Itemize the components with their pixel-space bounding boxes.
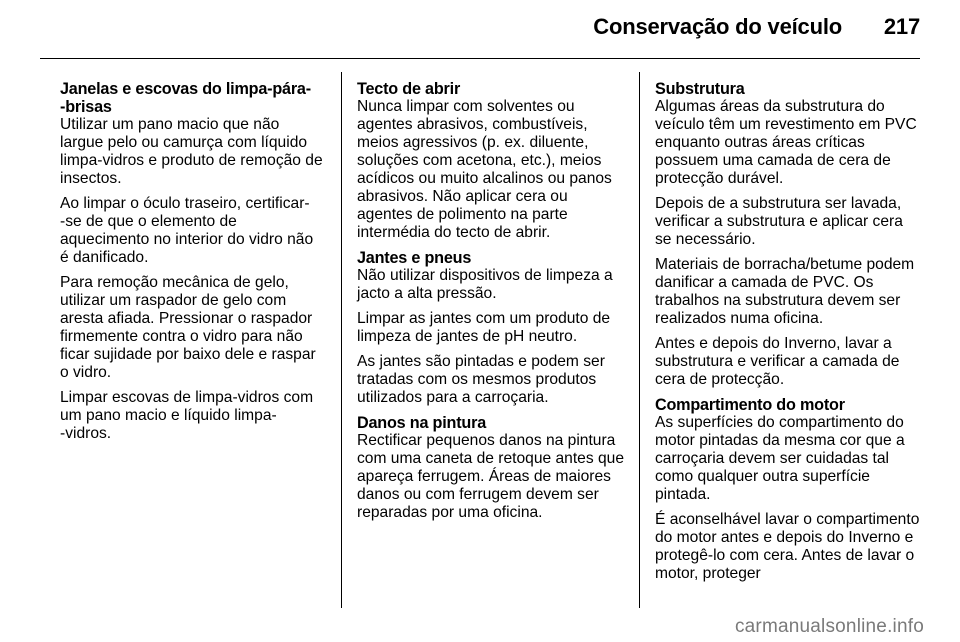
paragraph: Nunca limpar com solventes ou agentes abrasivos, combustíveis, meios agressivos (p. ex. diluente, soluções com acetona, etc.), meios acídicos ou muito alcalinos ou panos abrasivos. Não aplicar cera ou agentes de polimento na parte intermédia do tecto de abrir. (357, 98, 612, 241)
section-windows-wipers (60, 80, 326, 443)
section-sunroof (357, 80, 625, 242)
paragraph: Rectificar pequenos danos na pintura com uma caneta de retoque antes que apareça ferrugem. Áreas de maiores danos ou com ferrugem devem ser reparadas por uma oficina. (357, 432, 625, 521)
section-underbody (655, 80, 923, 389)
paragraph: As jantes são pintadas e podem ser tratadas com os mesmos produtos utilizados para a carroçaria. (357, 353, 605, 406)
page-header (593, 14, 920, 40)
section-heading: Compartimento do motor (655, 396, 845, 414)
paragraph: Antes e depois do Inverno, lavar a substrutura e verificar a camada de cera de protecção. (655, 335, 900, 388)
section-paint-damage (357, 414, 625, 522)
text-column-2 (357, 80, 625, 608)
paragraph: É aconselhável lavar o compartimento do motor antes e depois do Inverno e protegê-lo com cera. Antes de lavar o motor, proteger (655, 511, 920, 582)
section-heading: Danos na pintura (357, 414, 487, 432)
header-rule (40, 58, 920, 59)
paragraph: Limpar as jantes com um produto de limpeza de jantes de pH neutro. (357, 310, 611, 345)
paragraph: Para remoção mecânica de gelo, utilizar um raspador de gelo com aresta afiada. Pressionar o raspador firmemente contra o vidro para não ficar sujidade por baixo dele e raspar o vidro. (60, 274, 316, 381)
paragraph: Não utilizar dispositivos de limpeza a jacto a alta pressão. (357, 267, 613, 302)
section-heading: Jantes e pneus (357, 249, 472, 267)
paragraph: As superfícies do compartimento do motor pintadas da mesma cor que a carroçaria devem ser cuidadas tal como qualquer outra superfície pintada. (655, 414, 905, 503)
page-title: Conservação do veículo (593, 14, 842, 39)
column-separator (639, 72, 640, 608)
paragraph: Materiais de borracha/betume podem danificar a camada de PVC. Os trabalhos na substrutura devem ser realizados numa oficina. (655, 256, 915, 327)
watermark-text: carmanualsonline.info (734, 616, 924, 637)
paragraph: Ao limpar o óculo traseiro, certificar-‑se de que o elemento de aquecimento no interior do vidro não é danificado. (60, 195, 314, 266)
paragraph: Algumas áreas da substrutura do veículo têm um revestimento em PVC enquanto outras áreas críticas possuem uma camada de cera de protecção durável. (655, 98, 917, 187)
paragraph: Depois de a substrutura ser lavada, verificar a substrutura e aplicar cera se necessário. (655, 195, 903, 248)
section-wheels-tyres (357, 249, 625, 407)
text-column-1 (60, 80, 326, 608)
section-heading: Janelas e escovas do limpa-pára-‑brisas (60, 80, 311, 116)
paragraph: Utilizar um pano macio que não largue pelo ou camurça com líquido limpa-vidros e produto de remoção de insectos. (60, 116, 323, 187)
section-heading: Substrutura (655, 80, 745, 98)
text-column-3 (655, 80, 923, 608)
paragraph: Limpar escovas de limpa-vidros com um pano macio e líquido limpa-‑vidros. (60, 389, 314, 442)
column-separator (341, 72, 342, 608)
page-number: 217 (883, 14, 920, 39)
section-engine-compartment (655, 396, 923, 583)
section-heading: Tecto de abrir (357, 80, 461, 98)
